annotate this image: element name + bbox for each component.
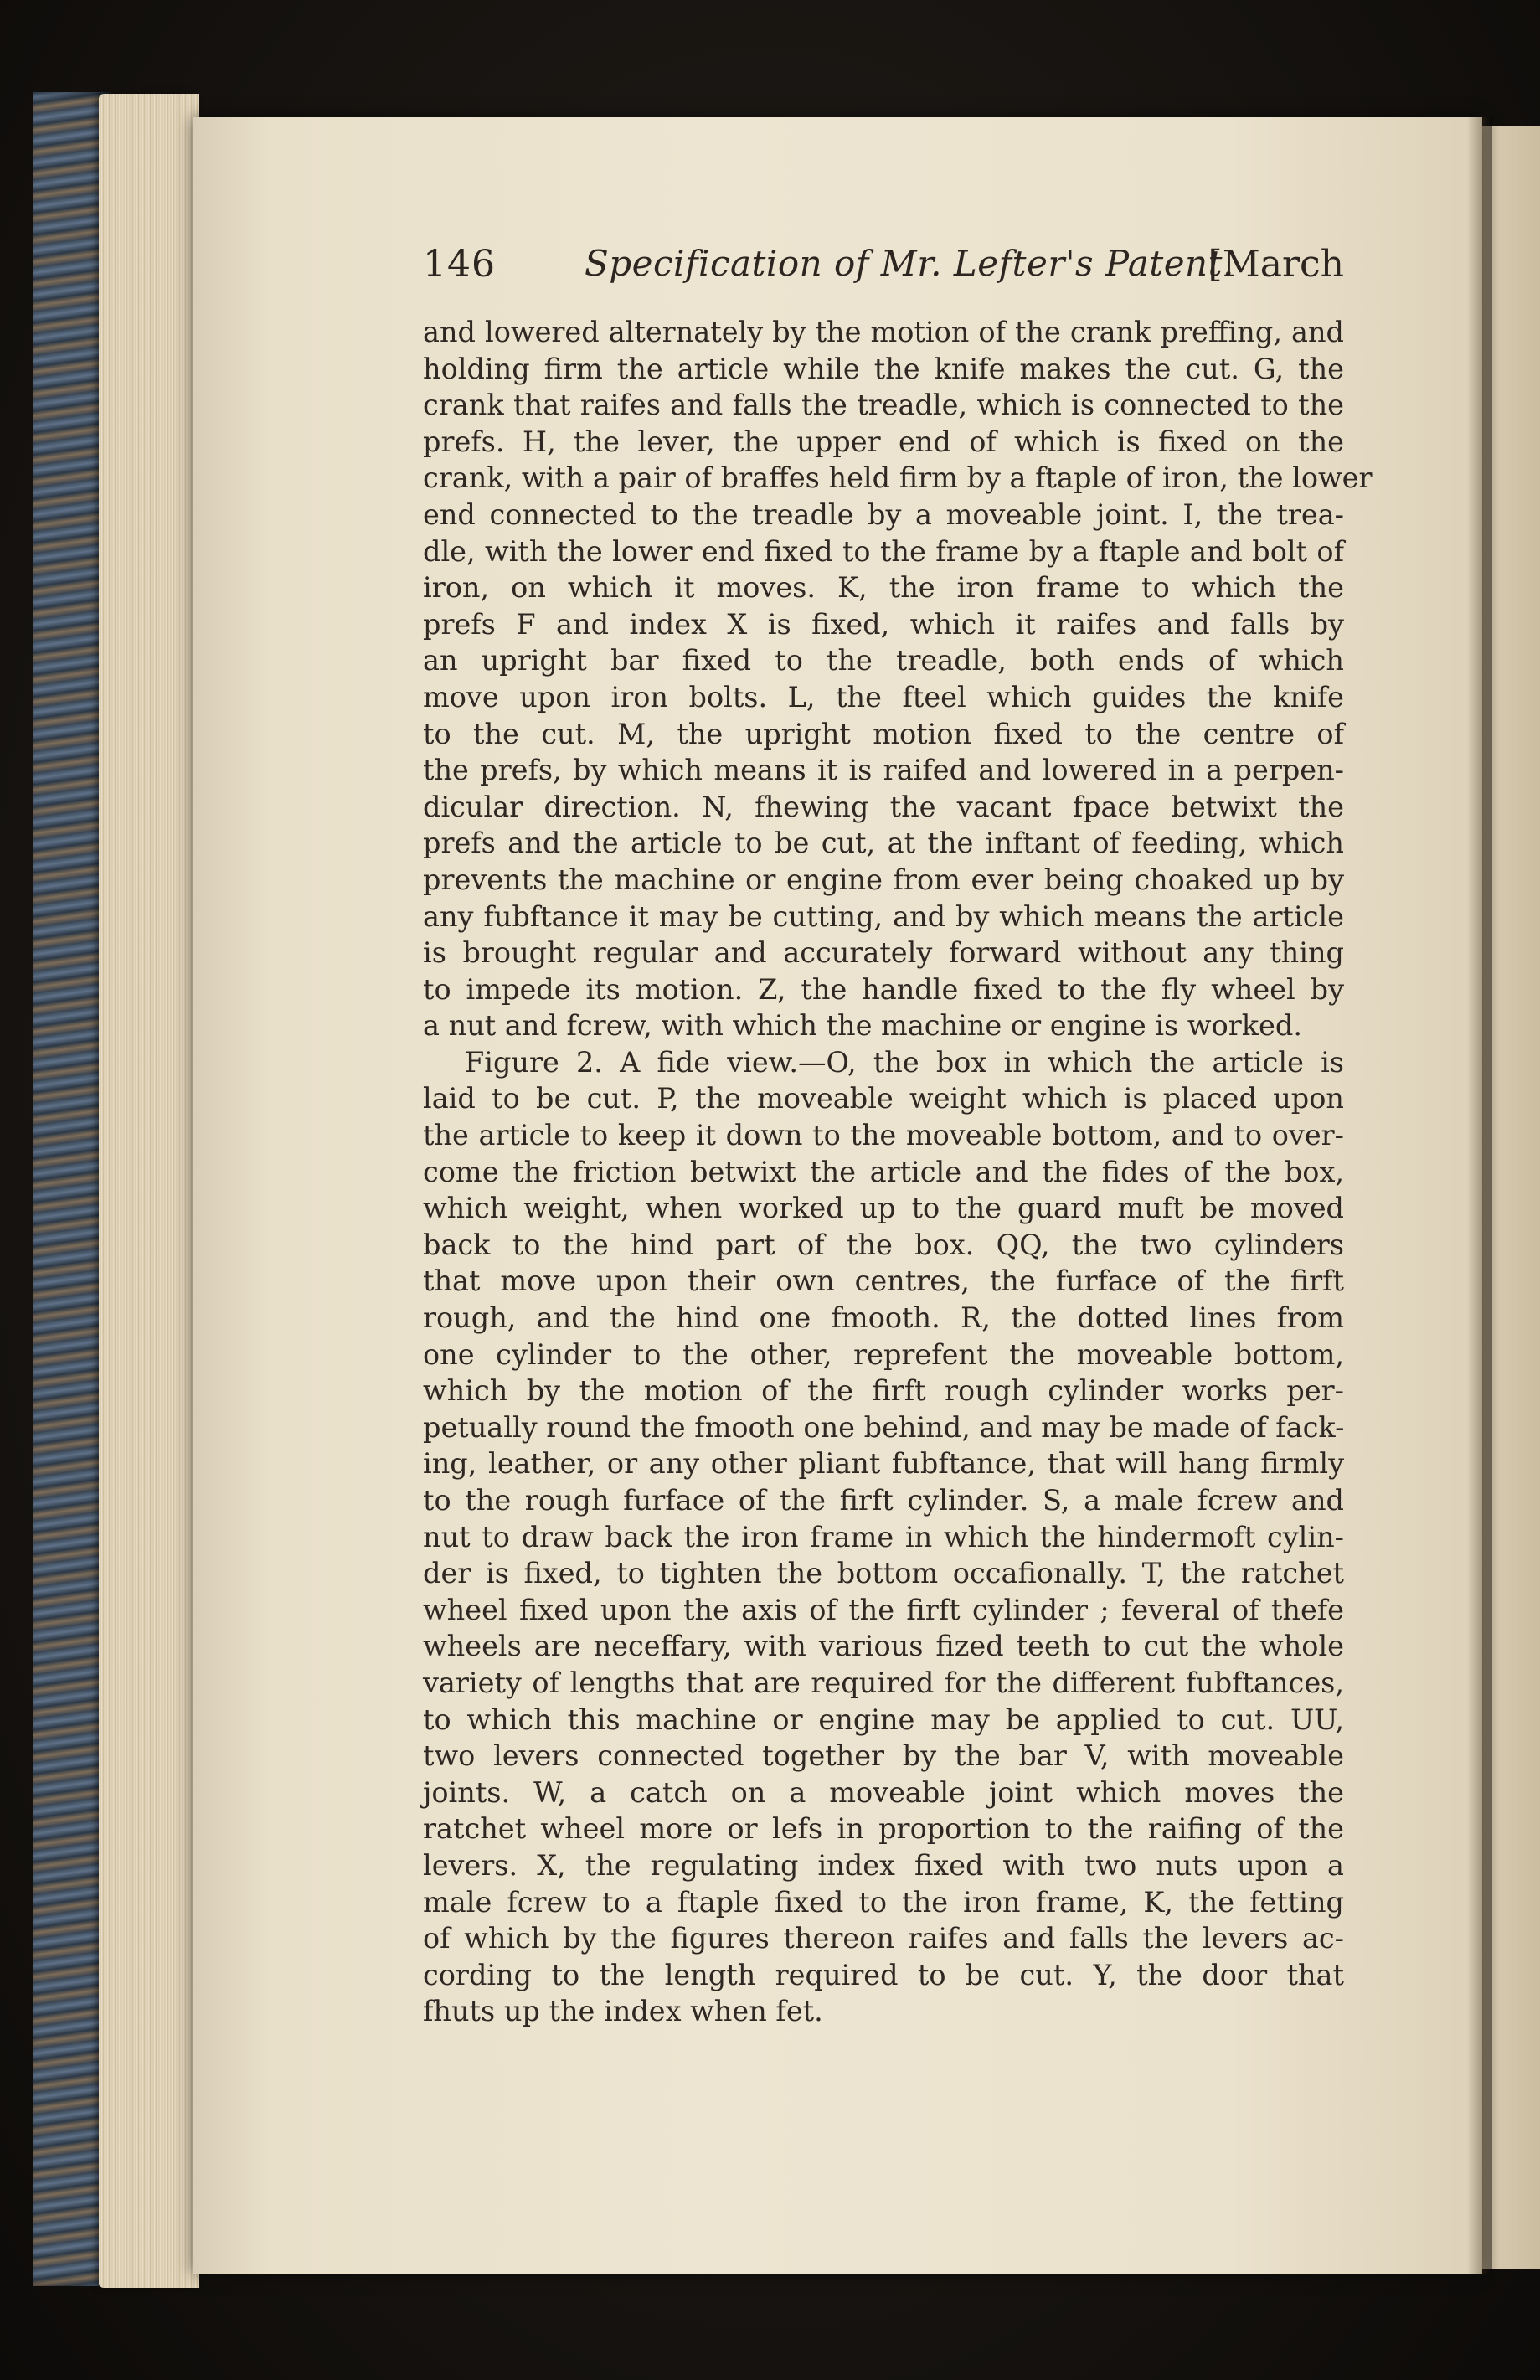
text-line: and lowered alternately by the motion of the crank preffing, and (423, 316, 1344, 348)
text-line: an upright bar fixed to the treadle, both ends of which (423, 644, 1344, 677)
text-line: back to the hind part of the box. QQ, the two cylinders (423, 1228, 1344, 1261)
running-month: [March (1208, 243, 1344, 286)
text-line: laid to be cut. P, the moveable weight which is placed upon (423, 1082, 1344, 1115)
running-title: Specification of Mr. Lefter's Patent. (585, 243, 1234, 284)
text-line: male fcrew to a ftaple fixed to the iron frame, K, the fetting (423, 1885, 1344, 1919)
text-line: variety of lengths that are required for the different fubftances, (423, 1666, 1344, 1699)
page-gutter-shadow (1467, 117, 1492, 2274)
text-line: der is fixed, to tighten the bottom occafionally. T, the ratchet (423, 1557, 1344, 1590)
text-line: to the rough furface of the firft cylinder. S, a male fcrew and (423, 1484, 1344, 1517)
text-line: Figure 2. A fide view.—O, the box in which the article is (465, 1045, 1344, 1079)
text-line: wheels are neceffary, with various fized teeth to cut the whole (423, 1630, 1344, 1663)
text-line: is brought regular and accurately forward without any thing (423, 936, 1344, 970)
text-line: fhuts up the index when fet. (423, 1995, 823, 2028)
text-line: to impede its motion. Z, the handle fixed to the fly wheel by (423, 972, 1344, 1006)
body-text (423, 314, 1373, 2030)
text-line: crank, with a pair of braffes held firm by a ftaple of iron, the lower (423, 461, 1373, 495)
text-line: end connected to the treadle by a moveable joint. I, the trea- (423, 497, 1344, 531)
text-line: ing, leather, or any other pliant fubftance, that will hang firmly (423, 1447, 1344, 1481)
text-line: dicular direction. N, fhewing the vacant fpace betwixt the (423, 790, 1344, 823)
text-line: to the cut. M, the upright motion fixed to the centre of (423, 717, 1344, 750)
text-line: the article to keep it down to the moveable bottom, and to over- (423, 1119, 1344, 1152)
text-line: ratchet wheel more or lefs in proportion to the raifing of the (423, 1812, 1344, 1846)
text-line: prefs F and index X is fixed, which it raifes and falls by (423, 607, 1344, 641)
page-number: 146 (423, 243, 496, 286)
text-line: come the friction betwixt the article and the fides of the box, (423, 1155, 1344, 1188)
text-line: to which this machine or engine may be applied to cut. UU, (423, 1703, 1344, 1736)
text-line: move upon iron bolts. L, the fteel which guides the knife (423, 680, 1344, 713)
text-line: cording to the length required to be cut. Y, the door that (423, 1958, 1344, 1991)
text-line: prevents the machine or engine from ever being choaked up by (423, 863, 1344, 896)
running-head (423, 236, 1344, 295)
text-line: crank that raifes and falls the treadle, which is connected to the (423, 389, 1344, 422)
text-line: prefs and the article to be cut, at the inftant of feeding, which (423, 827, 1344, 860)
text-line: iron, on which it moves. K, the iron frame to which the (423, 571, 1344, 605)
text-line: holding firm the article while the knife makes the cut. G, the (423, 352, 1344, 385)
text-line: levers. X, the regulating index fixed with two nuts upon a (423, 1848, 1344, 1882)
text-line: the prefs, by which means it is raifed and lowered in a perpen- (423, 754, 1344, 787)
text-line: wheel fixed upon the axis of the firft cylinder ; feveral of thefe (423, 1593, 1344, 1626)
text-line: which by the motion of the firft rough cylinder works per- (423, 1374, 1344, 1408)
text-line: one cylinder to the other, reprefent the moveable bottom, (423, 1337, 1344, 1371)
text-line: of which by the figures thereon raifes and falls the levers ac- (423, 1922, 1344, 1955)
text-line: petually round the fmooth one behind, and may be made of fack- (423, 1410, 1345, 1444)
text-line: any fubftance it may be cutting, and by which means the article (423, 899, 1344, 933)
text-line: rough, and the hind one fmooth. R, the dotted lines from (423, 1301, 1344, 1335)
page-edges (99, 94, 199, 2288)
text-line: two levers connected together by the bar V, with moveable (423, 1739, 1344, 1773)
text-line: nut to draw back the iron frame in which the hindermoft cylin- (423, 1520, 1344, 1553)
text-line: which weight, when worked up to the guard muft be moved (423, 1192, 1344, 1225)
text-line: prefs. H, the lever, the upper end of which is fixed on the (423, 425, 1344, 458)
text-line: joints. W, a catch on a moveable joint which moves the (423, 1775, 1344, 1809)
text-line: that move upon their own centres, the furface of the firft (423, 1265, 1344, 1298)
text-line: a nut and fcrew, with which the machine or engine is worked. (423, 1009, 1302, 1043)
text-line: dle, with the lower end fixed to the frame by a ftaple and bolt of (423, 534, 1344, 568)
